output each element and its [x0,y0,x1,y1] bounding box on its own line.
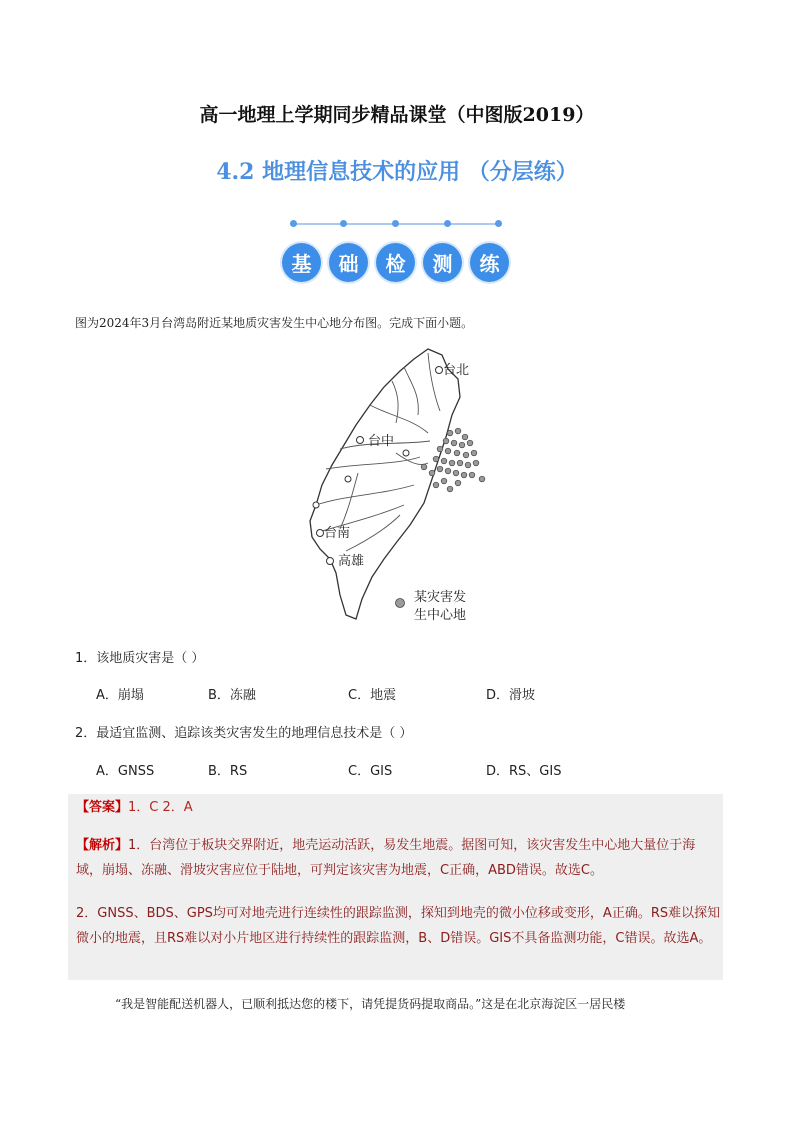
dot-icon [290,220,297,227]
badge-char: 检 [376,243,415,282]
legend-text-line-2: 生中心地 [414,608,467,623]
analysis-paragraph-1 [76,833,721,883]
section-badges [282,243,509,283]
badge-char: 础 [329,243,368,282]
question-1-stem: 1．该地质灾害是（ ） [75,651,205,666]
badge-char: 测 [423,243,462,282]
dot-icon [392,220,399,227]
question-intro: 图为2024年3月台湾岛附近某地质灾害发生中心地分布图。完成下面小题。 [75,316,474,330]
answer-line [76,798,193,818]
city-label-tainan: 台南 [324,526,351,541]
q1-option-c[interactable]: C．地震 [348,688,397,703]
q1-option-a[interactable]: A．崩塌 [96,688,144,703]
city-label-taipei: 台北 [443,363,470,378]
lesson-subtitle: 4.2 地理信息技术的应用 （分层练） [216,159,578,185]
dot-icon [340,220,347,227]
dot-icon [444,220,451,227]
q1-option-b[interactable]: B．冻融 [208,688,256,703]
decorative-dot-line [290,223,502,225]
q1-option-d[interactable]: D．滑坡 [486,688,536,703]
taiwan-map [300,345,500,625]
q2-option-d[interactable]: D．RS、GIS [486,764,562,779]
legend-marker-icon [396,599,405,608]
question-2-stem: 2．最适宜监测、追踪该类灾害发生的地理信息技术是（ ） [75,726,413,741]
answer-panel [68,794,723,980]
analysis-label: 【解析】 [76,838,129,853]
badge-char: 练 [470,243,509,282]
next-passage-text: “我是智能配送机器人，已顺利抵达您的楼下，请凭提货码提取商品。”这是在北京海淀区一居民楼 [115,997,626,1011]
badge-char: 基 [282,243,321,282]
city-label-taichung: 台中 [368,434,395,449]
page-title: 高一地理上学期同步精品课堂（中图版2019） [199,104,595,126]
analysis-text-1: 1．台湾位于板块交界附近，地壳运动活跃，易发生地震。据图可知，该灾害发生中心地大量位于海域，崩塌、冻融、滑坡灾害应位于陆地，可判定该灾害为地震，C正确，ABD错误。故选C。 [76,838,696,878]
q2-option-a[interactable]: A．GNSS [96,764,155,779]
q2-option-c[interactable]: C．GIS [348,764,393,779]
analysis-paragraph-2: 2．GNSS、BDS、GPS均可对地壳进行连续性的跟踪监测，探知到地壳的微小位移或变形，A正确。RS难以探知微小的地震，且RS难以对小片地区进行持续性的跟踪监测，B、D错误。GIS不具备监测功能，C错误。故选A。 [76,906,721,946]
city-label-kaohsiung: 高雄 [338,554,365,569]
question-1-options [96,684,696,704]
q2-option-b[interactable]: B．RS [208,764,248,779]
question-2-options [96,760,696,780]
answer-label: 【答案】 [76,800,129,815]
legend-text-line-1: 某灾害发 [414,590,467,605]
answer-text: 1．C 2．A [128,800,193,815]
dot-icon [495,220,502,227]
